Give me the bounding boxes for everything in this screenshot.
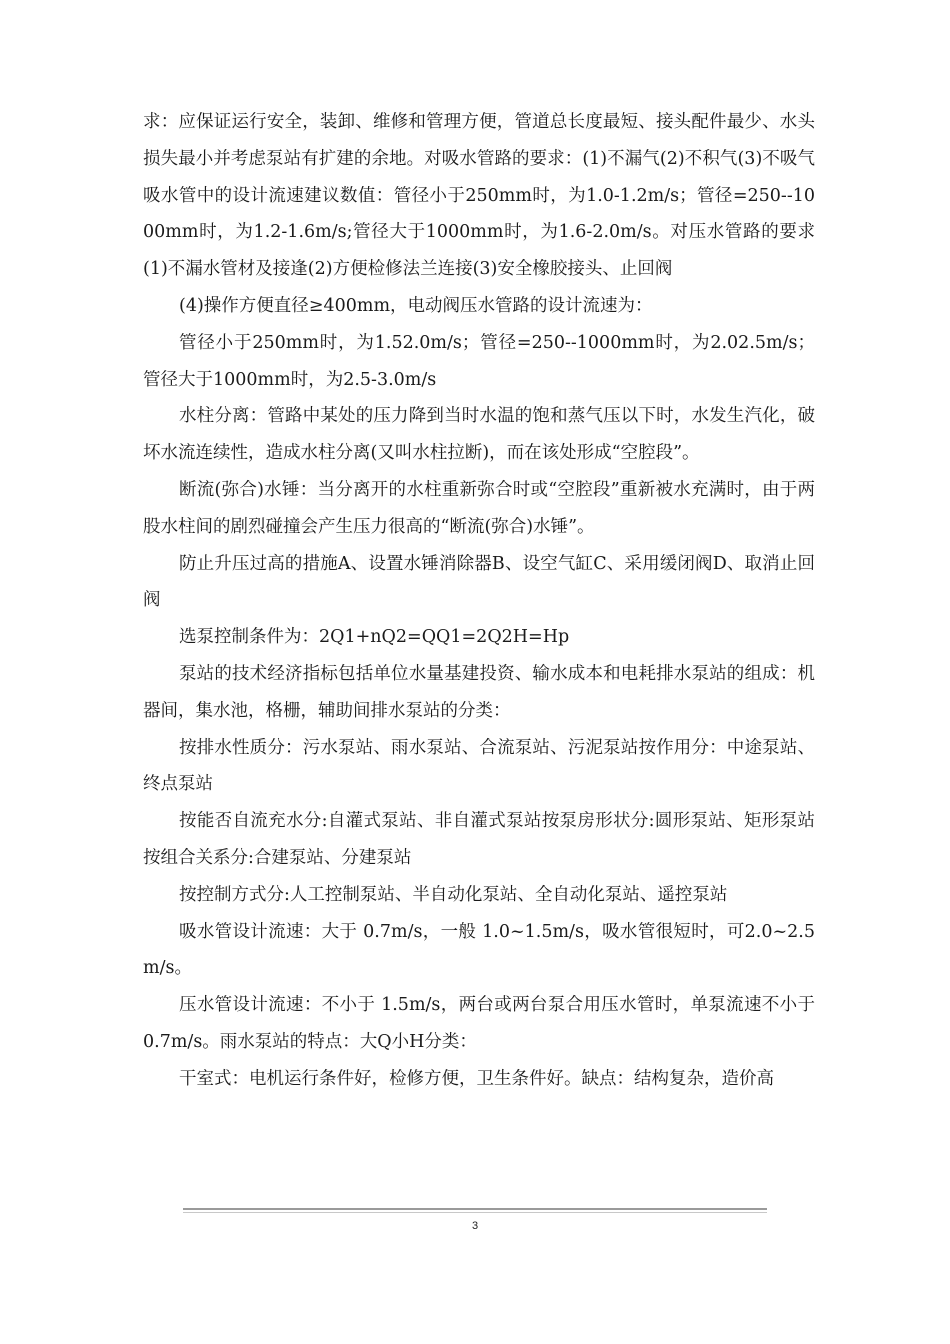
paragraph-column-separation: 水柱分离：管路中某处的压力降到当时水温的饱和蒸气压以下时，水发生汽化，破坏水流连续性，造成水柱分离(又叫水柱拉断)，而在该处形成“空腔段”。 — [143, 406, 815, 464]
paragraph-pressure-measures: 防止升压过高的措施A、设置水锤消除器B、设空气缸C、采用缓闭阀D、取消止回阀 — [143, 553, 815, 611]
paragraph-classification-control: 按控制方式分:人工控制泵站、半自动化泵站、全自动化泵站、遥控泵站 — [179, 884, 728, 905]
paragraph-dry-room: 干室式：电机运行条件好，检修方便，卫生条件好。缺点：结构复杂，造价高 — [179, 1068, 774, 1089]
footer-divider-secondary — [183, 1212, 767, 1213]
page-number: 3 — [471, 1220, 479, 1232]
paragraph-pipe-requirements: 求：应保证运行安全，装卸、维修和管理方便，管道总长度最短、接头配件最少、水头损失最小并考虑泵站有扩建的余地。对吸水管路的要求：(1)不漏气(2)不积气(3)不吸气吸水管中的设计流速建议数值：管径小于250mm时，为1.0-1.2m/s；管径=250--1000mm时，为1.2-1.6m/s;管径大于1000mm时，为1.6-2.0m/s。对压水管路的要求(1)不漏水管材及接逢(2)方便检修法兰连接(3)安全橡胶接头、止回阀 — [143, 112, 815, 280]
paragraph-classification-nature: 按排水性质分：污水泵站、雨水泵站、合流泵站、污泥泵站按作用分：中途泵站、终点泵站 — [143, 737, 815, 795]
paragraph-classification-priming: 按能否自流充水分:自灌式泵站、非自灌式泵站按泵房形状分:圆形泵站、矩形泵站按组合关系分:合建泵站、分建泵站 — [143, 811, 815, 868]
footer-divider — [183, 1208, 767, 1210]
document-body — [143, 104, 815, 1098]
paragraph-pump-selection: 选泵控制条件为：2Q1+nQ2=QQ1=2Q2H=Hp — [179, 627, 570, 648]
paragraph-economic-indicators: 泵站的技术经济指标包括单位水量基建投资、输水成本和电耗排水泵站的组成：机器间，集水池，格栅，辅助间排水泵站的分类： — [143, 663, 815, 721]
paragraph-pressure-velocity: 管径小于250mm时，为1.52.0m/s；管径=250--1000mm时，为2.02.5m/s；管径大于1000mm时，为2.5-3.0m/s — [143, 332, 815, 390]
paragraph-discharge-velocity: 压水管设计流速：不小于 1.5m/s，两台或两台泵合用压水管时，单泵流速不小于0.7m/s。雨水泵站的特点：大Q小H分类： — [143, 995, 815, 1052]
paragraph-suction-velocity: 吸水管设计流速：大于 0.7m/s，一般 1.0~1.5m/s，吸水管很短时，可2.0~2.5m/s。 — [143, 921, 815, 979]
paragraph-operation: (4)操作方便直径≥400mm，电动阀压水管路的设计流速为： — [179, 295, 653, 316]
paragraph-water-hammer: 断流(弥合)水锤：当分离开的水柱重新弥合时或“空腔段”重新被水充满时，由于两股水柱间的剧烈碰撞会产生压力很高的“断流(弥合)水锤”。 — [143, 479, 815, 537]
